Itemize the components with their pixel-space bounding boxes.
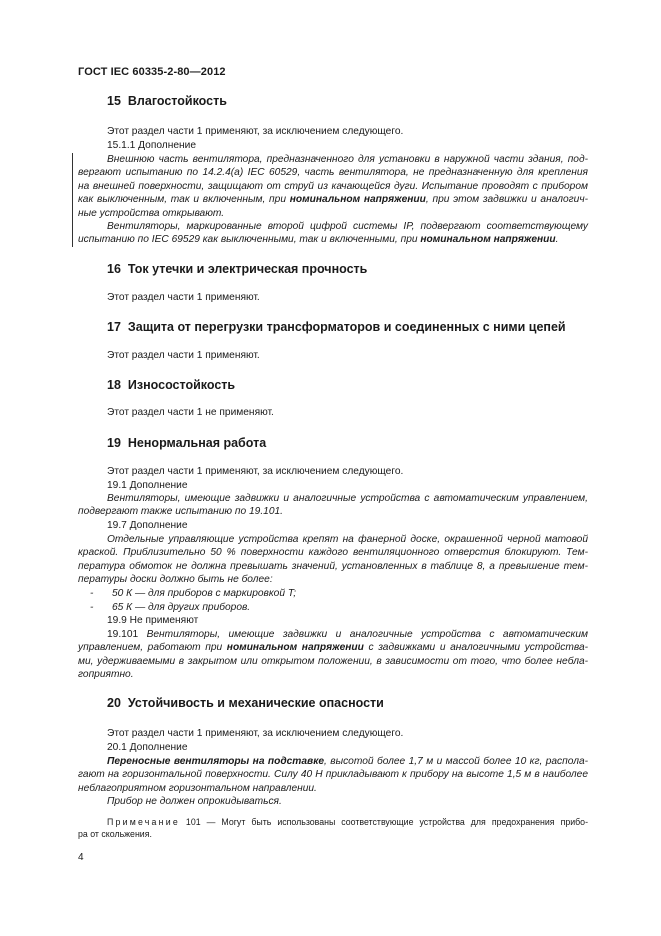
section-17-text: Этот раздел части 1 применяют. — [107, 350, 260, 361]
section-20-1-paragraph: Переносные вентиляторы на подставке, высотой более 1,7 м и массой более 10 кг, распола- гают на горизонтальной поверхности. Силу 40 Н прикладывают к прибору на высоте 1,5 м в наиболее неблагоприятном горизонтальном направлении. — [78, 756, 589, 794]
subclause-19-9: 19.9 Не применяют — [107, 615, 199, 626]
section-18-text: Этот раздел части 1 не применяют. — [107, 407, 274, 418]
section-19-intro: Этот раздел части 1 применяют, за исключением следующего. — [107, 466, 404, 477]
section-15-heading — [107, 94, 227, 108]
section-number: 15 — [107, 94, 121, 108]
section-16-text: Этот раздел части 1 применяют. — [107, 292, 260, 303]
page-number: 4 — [78, 852, 84, 863]
section-15-intro: Этот раздел части 1 применяют, за исключением следующего. — [107, 126, 404, 137]
section-19-heading: 19 Ненормальная работа — [107, 436, 267, 450]
section-title: Влагостойкость — [127, 94, 227, 108]
note: Примечание 101 — Могут быть использованы соответствующие устройства для предохранения прибо- ра от скольжения. — [78, 817, 588, 839]
subclause-15-1-1: 15.1.1 Дополнение — [107, 140, 197, 151]
section-18-heading: 18 Износостойкость — [107, 378, 236, 392]
change-bar — [72, 153, 73, 247]
document-header: ГОСТ IEC 60335-2-80—2012 — [78, 66, 226, 78]
section-19-7-paragraph: Отдельные управляющие устройства крепят на фанерной доске, окрашенной черной матовой краской. Приблизительно 50 % поверхности каждого вентиляционного отверстия блокируют. Тем- пература обмоток не должна превышать значений, установленных в таблице 8, а превышение тем- пературы доски должно быть не более: — [78, 534, 588, 586]
list-item: - 65 К — для других приборов. — [90, 602, 251, 613]
section-20-heading: 20 Устойчивость и механические опасности — [107, 696, 384, 710]
list-item: - 50 К — для приборов с маркировкой T; — [90, 588, 297, 599]
section-15-paragraph-1: Внешнюю часть вентилятора, предназначенного для установки в наружной части здания, под- вергают испытанию по 14.2.4(a) IEC 60529, часть вентилятора, не предназначенную для крепления на внешней поверхности, защищают от струй из качающейся дуги. Испытание проводят с прибором как выключенным, так и включенным, при номинальном напряжении, при этом задвижки и аналогич- ные устройства открывают. — [78, 154, 589, 219]
subclause-19-7: 19.7 Дополнение — [107, 520, 188, 531]
section-15-paragraph-2: Вентиляторы, маркированные второй цифрой системы IP, подвергают соответствующему испытанию по IEC 69529 как выключенными, так и включенными, при номинальном напряжении. — [78, 221, 588, 246]
section-20-1-paragraph-2: Прибор не должен опрокидываться. — [107, 796, 282, 807]
section-17-heading: 17 Защита от перегрузки трансформаторов и соединенных с ними цепей — [107, 320, 566, 334]
section-20-intro: Этот раздел части 1 применяют, за исключением следующего. — [107, 728, 404, 739]
section-19-1-paragraph: Вентиляторы, имеющие задвижки и аналогичные устройства с автоматическим управлением, подвергают также испытанию по 19.101. — [78, 493, 588, 518]
section-19-101-paragraph: 19.101 Вентиляторы, имеющие задвижки и аналогичные устройства с автоматическим управлением, работают при номинальном напряжении с задвижками и аналогичными устройства- ми, удерживаемыми в закрытом или открытом положении, в зависимости от того, что более небла- гоприятно. — [78, 629, 589, 681]
subclause-20-1: 20.1 Дополнение — [107, 742, 188, 753]
section-16-heading: 16 Ток утечки и электрическая прочность — [107, 262, 368, 276]
subclause-19-1: 19.1 Дополнение — [107, 480, 188, 491]
